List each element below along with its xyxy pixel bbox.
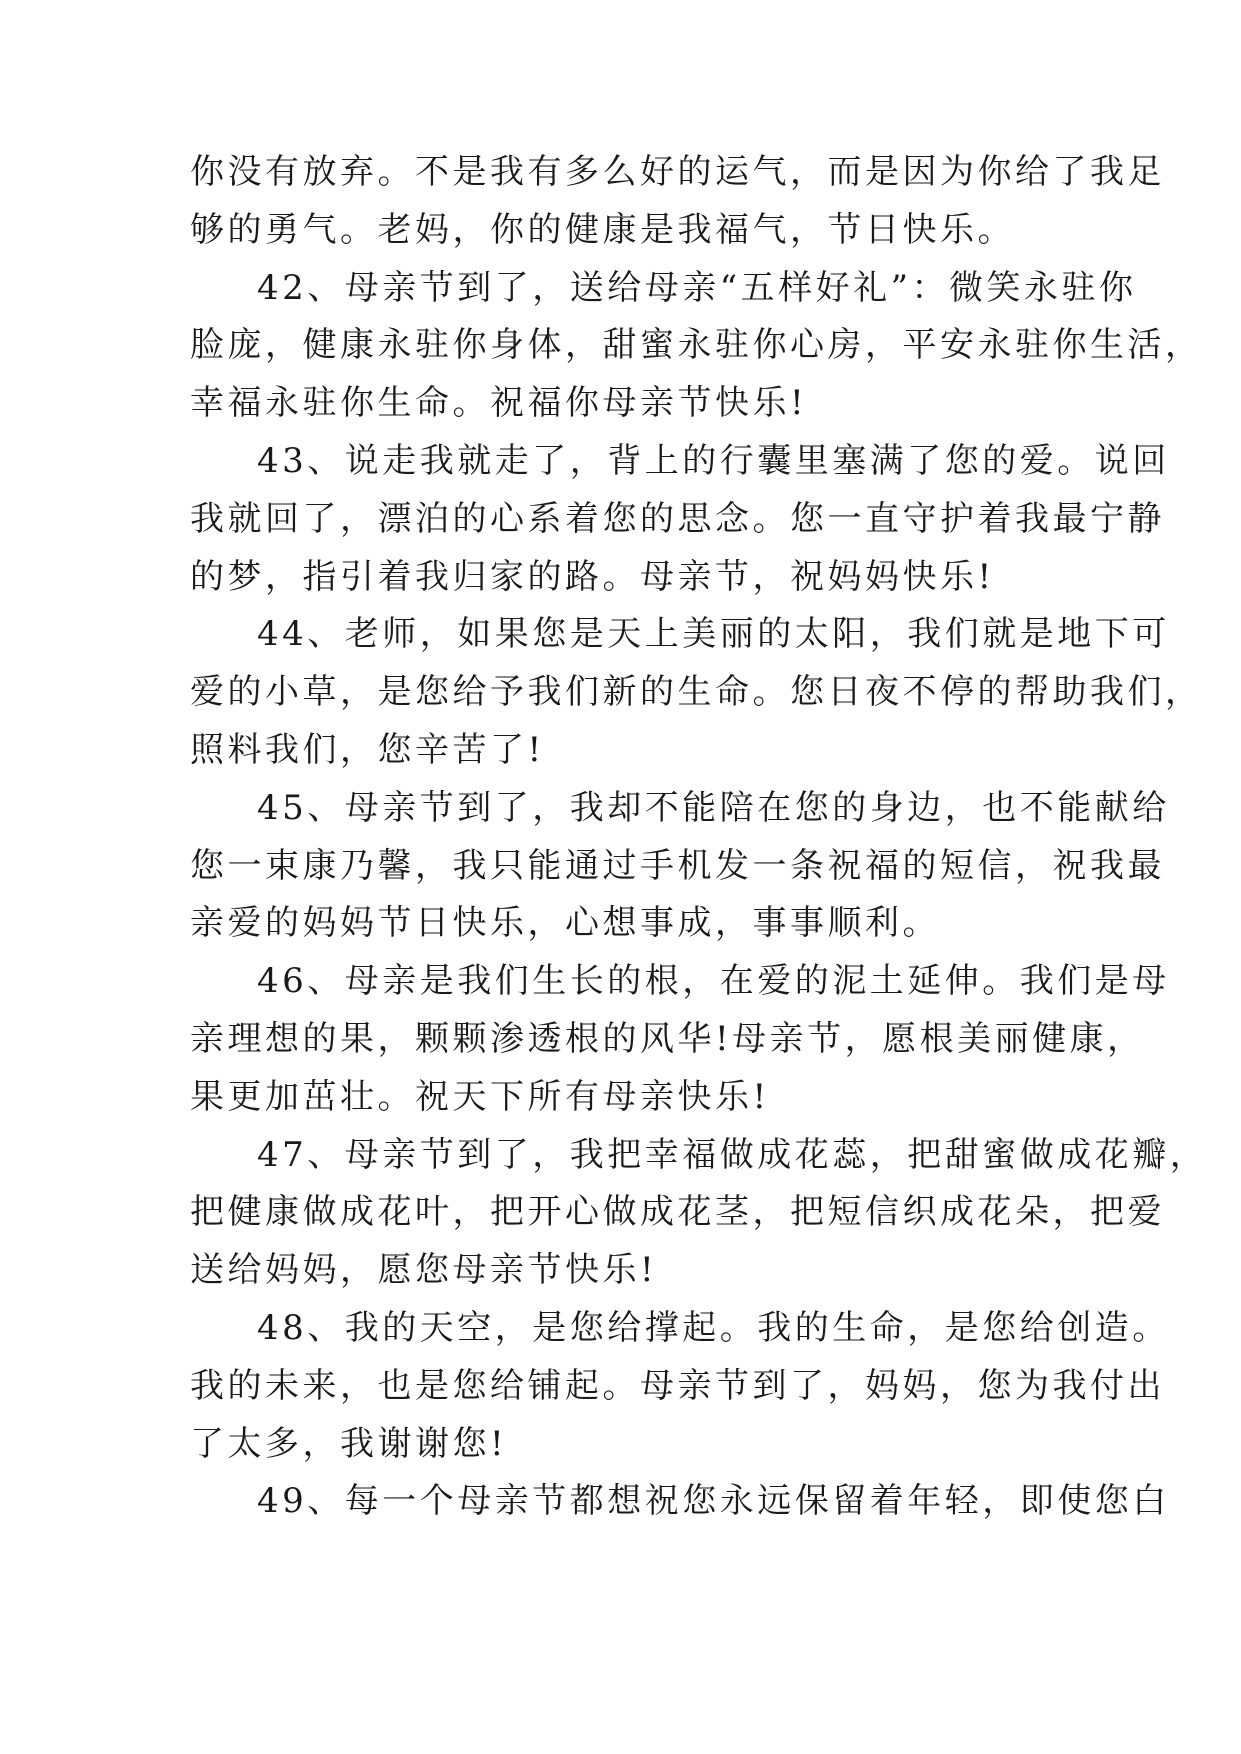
paragraph-start-44: 44、老师，如果您是天上美丽的太阳，我们就是地下可 (257, 614, 1170, 654)
paragraph-start-45: 45、母亲节到了，我却不能陪在您的身边，也不能献给 (257, 788, 1170, 828)
text-line: 我就回了，漂泊的心系着您的思念。您一直守护着我最宁静 (190, 499, 1165, 539)
text-line: 脸庞，健康永驻你身体，甜蜜永驻你心房，平安永驻你生活， (190, 325, 1203, 365)
text-line: 送给妈妈，愿您母亲节快乐! (190, 1250, 658, 1290)
text-line: 了太多，我谢谢您! (190, 1424, 508, 1464)
paragraph-start-43: 43、说走我就走了，背上的行囊里塞满了您的爱。说回 (257, 441, 1170, 481)
text-line: 您一束康乃馨，我只能通过手机发一条祝福的短信，祝我最 (190, 846, 1165, 886)
text-line: 把健康做成花叶，把开心做成花茎，把短信织成花朵，把爱 (190, 1192, 1165, 1232)
text-line: 幸福永驻你生命。祝福你母亲节快乐! (190, 383, 808, 423)
text-line: 你没有放弃。不是我有多么好的运气，而是因为你给了我足 (190, 152, 1165, 192)
paragraph-start-42: 42、母亲节到了，送给母亲“五样好礼”：微笑永驻你 (257, 268, 1137, 308)
text-line: 的梦，指引着我归家的路。母亲节，祝妈妈快乐! (190, 557, 995, 597)
paragraph-start-49: 49、每一个母亲节都想祝您永远保留着年轻，即使您白 (257, 1481, 1170, 1521)
text-line: 我的未来，也是您给铺起。母亲节到了，妈妈，您为我付出 (190, 1366, 1165, 1406)
text-line: 爱的小草，是您给予我们新的生命。您日夜不停的帮助我们， (190, 672, 1203, 712)
text-line: 果更加茁壮。祝天下所有母亲快乐! (190, 1077, 770, 1117)
text-line: 照料我们，您辛苦了! (190, 730, 545, 770)
paragraph-start-47: 47、母亲节到了，我把幸福做成花蕊，把甜蜜做成花瓣， (257, 1135, 1208, 1175)
text-line: 亲爱的妈妈节日快乐，心想事成，事事顺利。 (190, 903, 940, 943)
text-line: 够的勇气。老妈，你的健康是我福气，节日快乐。 (190, 210, 1015, 250)
paragraph-start-48: 48、我的天空，是您给撑起。我的生命，是您给创造。 (257, 1308, 1170, 1348)
text-line: 亲理想的果，颗颗渗透根的风华!母亲节，愿根美丽健康， (190, 1019, 1145, 1059)
paragraph-start-46: 46、母亲是我们生长的根，在爱的泥土延伸。我们是母 (257, 961, 1170, 1001)
